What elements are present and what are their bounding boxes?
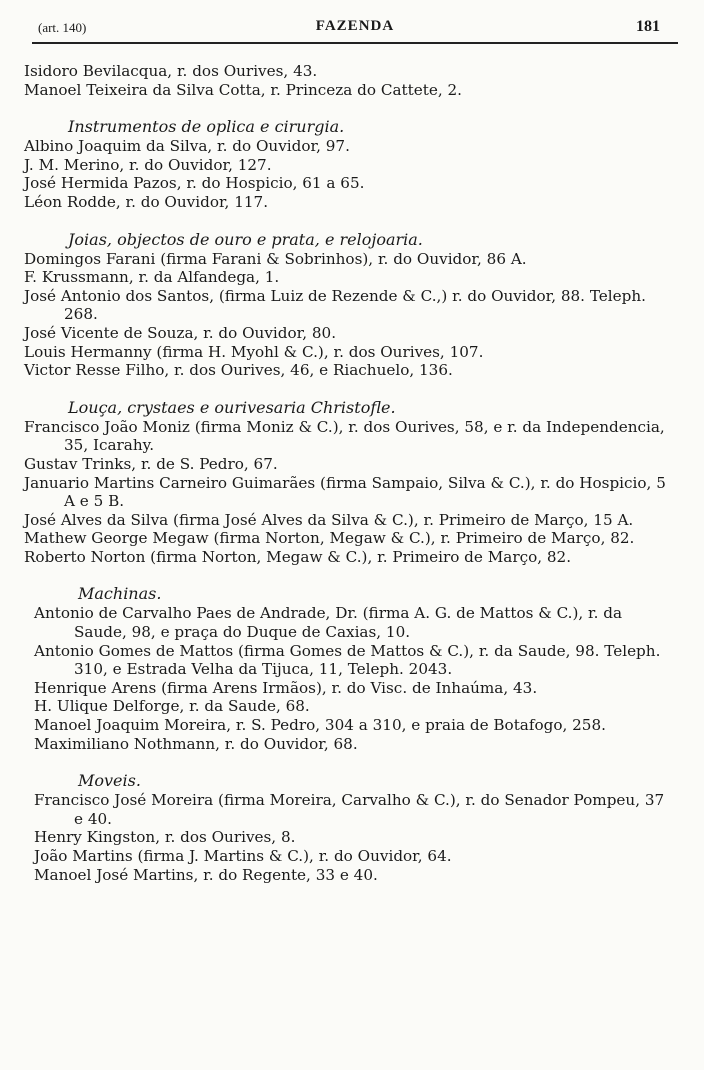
directory-section xyxy=(24,117,674,211)
directory-entry: Francisco José Moreira (firma Moreira, Carvalho & C.), r. do Senador Pompeu, 37 e 40. xyxy=(34,791,665,828)
directory-entry: Gustav Trinks, r. de S. Pedro, 67. xyxy=(24,454,278,473)
directory-entry: José Vicente de Souza, r. do Ouvidor, 80. xyxy=(24,323,337,342)
directory-entry: Antonio de Carvalho Paes de Andrade, Dr. (firma A. G. de Mattos & C.), r. da Saude, 98, e praça do Duque de Caxias, 10. xyxy=(34,604,623,642)
directory-entry: Henry Kingston, r. dos Ourives, 8. xyxy=(34,828,296,847)
directory-entry: Maximiliano Nothmann, r. do Ouvidor, 68. xyxy=(34,734,358,753)
directory-section xyxy=(34,771,674,884)
section-heading: Joias, objectos de ouro e prata, e relojoaria. xyxy=(68,229,423,249)
directory-section xyxy=(24,398,674,567)
directory-section xyxy=(24,62,674,99)
directory-entry: José Antonio dos Santos, (firma Luiz de Rezende & C.,) r. do Ouvidor, 88. Teleph. 268. xyxy=(24,286,646,324)
directory-entry: Louis Hermanny (firma H. Myohl & C.), r. dos Ourives, 107. xyxy=(24,342,484,361)
directory-listing xyxy=(24,62,674,902)
directory-section xyxy=(34,584,674,753)
directory-entry: Manoel Teixeira da Silva Cotta, r. Princeza do Cattete, 2. xyxy=(24,80,462,99)
directory-entry: Isidoro Bevilacqua, r. dos Ourives, 43. xyxy=(24,62,318,80)
directory-entry: Albino Joaquim da Silva, r. do Ouvidor, 97. xyxy=(24,137,350,156)
directory-entry: Januario Martins Carneiro Guimarães (firma Sampaio, Silva & C.), r. do Hospicio, 5 A e 5 B. xyxy=(24,473,666,511)
directory-entry: Mathew George Megaw (firma Norton, Megaw & C.), r. Primeiro de Março, 82. xyxy=(24,529,635,548)
directory-entry: Manoel José Martins, r. do Regente, 33 e 40. xyxy=(34,865,378,884)
directory-entry: Henrique Arens (firma Arens Irmãos), r. do Visc. de Inhaúma, 43. xyxy=(34,678,538,697)
directory-entry: João Martins (firma J. Martins & C.), r. do Ouvidor, 64. xyxy=(34,847,452,865)
directory-entry: Roberto Norton (firma Norton, Megaw & C.), r. Primeiro de Março, 82. xyxy=(24,547,572,566)
section-heading: Machinas. xyxy=(78,584,162,604)
directory-entry: F. Krussmann, r. da Alfandega, 1. xyxy=(24,268,280,287)
running-title: FAZENDA xyxy=(315,18,395,34)
directory-entry: José Hermida Pazos, r. do Hospicio, 61 a 65. xyxy=(24,174,365,193)
directory-entry: J. M. Merino, r. do Ouvidor, 127. xyxy=(24,155,272,174)
page-header xyxy=(32,18,678,44)
section-heading: Moveis. xyxy=(78,771,141,791)
directory-entry: H. Ulique Delforge, r. da Saude, 68. xyxy=(34,697,310,716)
directory-entry: Antonio Gomes de Mattos (firma Gomes de Mattos & C.), r. da Saude, 98. Teleph. 310, e Estrada Velha da Tijuca, 11, Teleph. 2043. xyxy=(34,641,661,679)
section-heading: Instrumentos de oplica e cirurgia. xyxy=(68,117,345,137)
directory-entry: Léon Rodde, r. do Ouvidor, 117. xyxy=(24,192,269,211)
directory-entry: Francisco João Moniz (firma Moniz & C.), r. dos Ourives, 58, e r. da Independencia, 35, Icarahy. xyxy=(24,417,665,455)
directory-entry: José Alves da Silva (firma José Alves da Silva & C.), r. Primeiro de Março, 15 A. xyxy=(24,510,634,529)
directory-entry: Domingos Farani (firma Farani & Sobrinhos), r. do Ouvidor, 86 A. xyxy=(24,249,527,268)
page-number: 181 xyxy=(636,18,660,35)
directory-entry: Manoel Joaquim Moreira, r. S. Pedro, 304 a 310, e praia de Botafogo, 258. xyxy=(34,716,606,735)
directory-section xyxy=(24,230,674,380)
section-heading: Louça, crystaes e ourivesaria Christofle. xyxy=(68,397,396,417)
directory-entry: Victor Resse Filho, r. dos Ourives, 46, e Riachuelo, 136. xyxy=(24,361,453,380)
article-reference: (art. 140) xyxy=(38,20,87,35)
